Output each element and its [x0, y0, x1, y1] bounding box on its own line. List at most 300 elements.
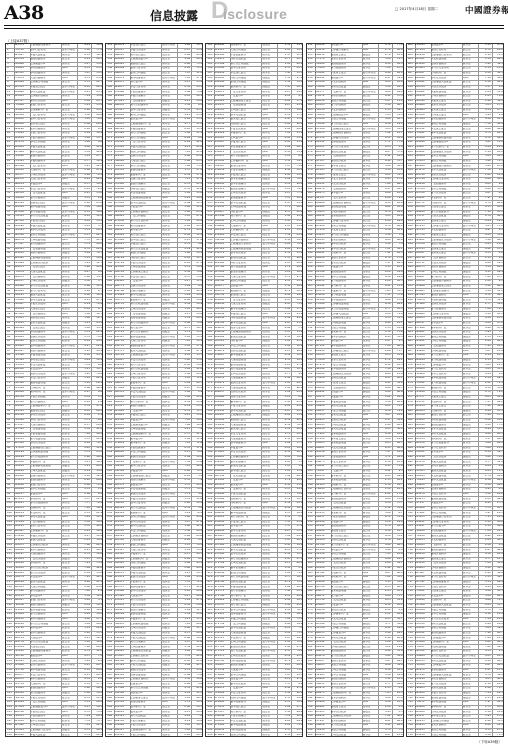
fund-type: 货币市场型	[463, 507, 477, 510]
percent-cell: 90.6	[493, 340, 503, 343]
percent-cell: 62.5	[493, 438, 503, 441]
fund-name: 银华稳健债券	[30, 345, 60, 348]
row-number: 208	[107, 308, 114, 311]
fund-code: 730169	[315, 498, 331, 501]
fund-name: 中证成长混合	[30, 711, 60, 714]
value-cell: 2.15	[380, 479, 391, 482]
percent-cell: 51.8	[292, 81, 302, 84]
value-cell: 5.72	[380, 44, 391, 47]
value-cell: 1.18	[480, 151, 491, 154]
fund-type: QDII	[162, 470, 176, 473]
value-cell: 2.96	[179, 54, 190, 57]
row-number: 359	[207, 313, 214, 316]
percent-cell: 81.3	[192, 183, 202, 186]
percent-cell: 28.8	[393, 553, 403, 556]
value-cell: 1.02	[179, 377, 190, 380]
value-cell: 2.88	[79, 493, 90, 496]
fund-name: 南方成长混合	[130, 234, 160, 237]
value-cell: 7.45	[179, 340, 190, 343]
percent-cell: 50.8	[493, 405, 503, 408]
fund-name: 建信红利指数	[230, 572, 260, 575]
fund-code: 251998	[114, 724, 130, 727]
fund-code: 566905	[214, 456, 230, 459]
fund-code: 187623	[315, 711, 331, 714]
fund-name: 中证成长混合	[331, 72, 361, 75]
fund-type: 混合型	[262, 576, 276, 579]
fund-name: 南方优选股票	[331, 655, 361, 658]
percent-cell: 75.0	[393, 313, 403, 316]
fund-name: 招商灵活配置	[230, 350, 260, 353]
row-number: 17	[7, 118, 14, 121]
row-number: 456	[308, 67, 315, 70]
fund-name: 银华行业轮动	[30, 118, 60, 121]
percent-cell: 42.0	[92, 567, 102, 570]
row-number: 35	[7, 202, 14, 205]
value-cell: 5.79	[480, 299, 491, 302]
value-cell: 4.25	[79, 637, 90, 640]
fund-name: 工银瑞信收益增强	[230, 544, 260, 547]
value-cell: 5.06	[480, 447, 491, 450]
fund-code: 281535	[415, 438, 431, 441]
fund-code: 348503	[14, 248, 30, 251]
fund-type: 指数型	[463, 262, 477, 265]
fund-name: 富国行业轮动	[331, 660, 361, 663]
fund-code: 214452	[114, 604, 130, 607]
value-cell: 2.54	[279, 239, 290, 242]
fund-type: 混合型	[62, 623, 76, 626]
value-cell: 4.45	[79, 91, 90, 94]
fund-code: 981049	[14, 701, 30, 704]
percent-cell: 80.2	[393, 715, 403, 718]
percent-cell: 18.0	[92, 613, 102, 616]
row-number: 145	[7, 711, 14, 714]
fund-name: 中证优选股票	[230, 128, 260, 131]
value-cell: 2.32	[380, 507, 391, 510]
value-cell: 6.92	[179, 257, 190, 260]
fund-name: 银华成长混合	[230, 706, 260, 709]
value-cell: 5.19	[79, 627, 90, 630]
fund-name: 国泰收益增强	[130, 317, 160, 320]
percent-cell: 60.2	[92, 465, 102, 468]
value-cell: 7.29	[79, 715, 90, 718]
fund-name: 鹏华优选股票	[30, 100, 60, 103]
row-number: 658	[408, 308, 415, 311]
fund-name: 鹏华行业轮动	[130, 465, 160, 468]
value-cell: 9.15	[79, 299, 90, 302]
fund-name: 南方收益增强	[30, 438, 60, 441]
fund-name: 国泰行业轮动	[331, 58, 361, 61]
fund-code: 673271	[14, 479, 30, 482]
fund-name: 华安成长混合	[331, 229, 361, 232]
value-cell: 5.07	[380, 414, 391, 417]
fund-code: 828063	[214, 299, 230, 302]
fund-code: 342276	[114, 447, 130, 450]
fund-type: 混合型	[463, 516, 477, 519]
fund-code: 455887	[214, 141, 230, 144]
percent-cell: 53.2	[292, 118, 302, 121]
row-number: 455	[308, 63, 315, 66]
percent-cell: 82.2	[493, 475, 503, 478]
value-cell: 3.58	[279, 160, 290, 163]
row-number: 118	[7, 586, 14, 589]
value-cell: 7.66	[79, 544, 90, 547]
row-number: 101	[7, 507, 14, 510]
fund-name: 银华货币A	[431, 322, 461, 325]
percent-cell: 52.7	[92, 262, 102, 265]
value-cell: 6.03	[380, 428, 391, 431]
percent-cell: 28.2	[292, 299, 302, 302]
value-cell: 8.35	[179, 188, 190, 191]
row-number: 598	[308, 724, 315, 727]
percent-cell: 0.5	[192, 539, 202, 542]
row-number: 272	[107, 604, 114, 607]
row-number: 624	[408, 151, 415, 154]
value-cell: 3.94	[79, 660, 90, 663]
percent-cell: 58.4	[292, 109, 302, 112]
fund-code: 201419	[14, 331, 30, 334]
fund-code: 182368	[14, 382, 30, 385]
value-cell: 7.24	[380, 67, 391, 70]
percent-cell: 15.4	[192, 49, 202, 52]
fund-type: 债券型	[162, 160, 176, 163]
fund-type: QDII	[162, 197, 176, 200]
percent-cell: 25.9	[393, 734, 403, 737]
percent-cell: 66.5	[393, 183, 403, 186]
fund-code: 151049	[315, 618, 331, 621]
row-number: 561	[308, 553, 315, 556]
value-cell: 7.00	[380, 345, 391, 348]
value-cell: 7.97	[279, 674, 290, 677]
percent-cell: 13.8	[192, 192, 202, 195]
value-cell: 4.38	[480, 419, 491, 422]
fund-type: 指数型	[62, 197, 76, 200]
percent-cell: 25.8	[292, 234, 302, 237]
row-number: 25	[7, 155, 14, 158]
fund-code: 278248	[315, 86, 331, 89]
fund-name: 广发货币A	[230, 479, 260, 482]
fund-name: 汇添富货币A	[331, 632, 361, 635]
row-number: 655	[408, 294, 415, 297]
fund-type: 混合型	[363, 535, 377, 538]
value-cell: 4.46	[480, 327, 491, 330]
value-cell: 7.12	[179, 465, 190, 468]
fund-code: 110216	[214, 146, 230, 149]
row-number: 294	[107, 706, 114, 709]
row-number: 79	[7, 405, 14, 408]
fund-name: 鹏华成长混合	[331, 165, 361, 168]
percent-cell: 22.1	[393, 322, 403, 325]
value-cell: 4.64	[279, 327, 290, 330]
fund-code: 704683	[14, 67, 30, 70]
fund-name: 银华红利指数	[230, 609, 260, 612]
fund-type: 指数型	[363, 655, 377, 658]
fund-type: 股票型	[463, 285, 477, 288]
fund-type: 混合型	[463, 229, 477, 232]
value-cell: 1.95	[279, 461, 290, 464]
row-number: 303	[207, 54, 214, 57]
fund-type: QDII	[62, 178, 76, 181]
row-number: 191	[107, 229, 114, 232]
percent-cell: 31.5	[393, 128, 403, 131]
fund-name: 博时货币A	[331, 340, 361, 343]
percent-cell: 51.8	[292, 141, 302, 144]
percent-cell: 86.6	[393, 391, 403, 394]
value-cell: 1.20	[480, 521, 491, 524]
fund-code: 333526	[114, 197, 130, 200]
value-cell: 3.74	[179, 701, 190, 704]
percent-cell: 73.8	[92, 336, 102, 339]
fund-code: 781790	[315, 544, 331, 547]
fund-code: 565586	[315, 81, 331, 84]
percent-cell: 51.5	[192, 618, 202, 621]
fund-type: 混合型	[463, 192, 477, 195]
row-number: 82	[7, 419, 14, 422]
percent-cell: 8.8	[92, 364, 102, 367]
percent-cell: 28.5	[393, 692, 403, 695]
value-cell: 2.85	[380, 590, 391, 593]
fund-name: 工银瑞信灵活配置	[431, 81, 461, 84]
fund-type: 混合型	[62, 535, 76, 538]
fund-name: 国泰稳健债券	[331, 433, 361, 436]
fund-type: 股票型	[463, 498, 477, 501]
percent-cell: 12.1	[493, 262, 503, 265]
fund-code: 505331	[14, 86, 30, 89]
fund-name: 华夏灵活配置	[130, 146, 160, 149]
row-number: 627	[408, 165, 415, 168]
fund-type: 指数型	[162, 502, 176, 505]
row-number: 249	[107, 498, 114, 501]
fund-name: 建信红利指数	[331, 729, 361, 732]
percent-cell: 90.4	[292, 183, 302, 186]
value-cell: 7.19	[79, 95, 90, 98]
fund-name: 工银瑞信优选股票	[431, 239, 461, 242]
fund-code: 907415	[415, 225, 431, 228]
percent-cell: 39.6	[92, 206, 102, 209]
fund-name: 招商行业轮动	[130, 178, 160, 181]
fund-code: 480516	[315, 151, 331, 154]
percent-cell: 38.8	[192, 720, 202, 723]
row-number: 454	[308, 58, 315, 61]
fund-name: 南方灵活配置	[230, 650, 260, 653]
fund-type: 债券型	[363, 336, 377, 339]
fund-code: 610655	[415, 317, 431, 320]
fund-name: 鹏华收益增强	[431, 377, 461, 380]
row-number: 630	[408, 178, 415, 181]
value-cell: 5.45	[279, 401, 290, 404]
percent-cell: 29.8	[92, 424, 102, 427]
value-cell: 2.15	[179, 451, 190, 454]
row-number: 466	[308, 114, 315, 117]
value-cell: 2.01	[79, 539, 90, 542]
value-cell: 4.47	[79, 271, 90, 274]
percent-cell: 46.7	[493, 294, 503, 297]
row-number: 331	[207, 183, 214, 186]
fund-type: 混合型	[363, 507, 377, 510]
row-number: 231	[107, 414, 114, 417]
fund-code: 208618	[114, 438, 130, 441]
value-cell: 5.01	[279, 155, 290, 158]
fund-type: 债券型	[363, 664, 377, 667]
fund-type: 货币市场型	[262, 317, 276, 320]
value-cell: 4.90	[79, 581, 90, 584]
fund-name: 富国灵活配置	[431, 470, 461, 473]
fund-name: 招商价值精选	[30, 475, 60, 478]
value-cell: 8.42	[179, 67, 190, 70]
row-number: 403	[207, 516, 214, 519]
percent-cell: 9.8	[92, 391, 102, 394]
fund-name: 易方达收益增强	[230, 576, 260, 579]
fund-name: 长城收益增强	[30, 239, 60, 242]
row-number: 120	[7, 595, 14, 598]
value-cell: 3.62	[480, 456, 491, 459]
fund-type: 货币市场型	[262, 627, 276, 630]
percent-cell: 80.1	[192, 646, 202, 649]
value-cell: 1.56	[79, 521, 90, 524]
percent-cell: 68.2	[493, 479, 503, 482]
fund-code: 135123	[114, 599, 130, 602]
percent-cell: 66.8	[493, 442, 503, 445]
row-number: 361	[207, 322, 214, 325]
percent-cell: 70.2	[292, 641, 302, 644]
fund-name: 大成新兴产业	[431, 410, 461, 413]
percent-cell: 90.2	[393, 377, 403, 380]
fund-name: 华安新兴产业	[230, 637, 260, 640]
fund-name: 华安行业轮动	[30, 377, 60, 380]
value-cell: 3.14	[179, 549, 190, 552]
fund-type: 混合型	[62, 405, 76, 408]
fund-code: 226188	[14, 562, 30, 565]
fund-code: 708711	[415, 262, 431, 265]
percent-cell: 34.4	[192, 364, 202, 367]
fund-code: 528132	[14, 618, 30, 621]
fund-name: 华安灵活配置	[30, 364, 60, 367]
fund-code: 754151	[415, 488, 431, 491]
row-number: 704	[408, 521, 415, 524]
percent-cell: 6.2	[92, 493, 102, 496]
row-number: 650	[408, 271, 415, 274]
fund-code: 227091	[214, 271, 230, 274]
fund-type: 货币市场型	[363, 174, 377, 177]
value-cell: 3.07	[480, 350, 491, 353]
fund-type: 指数型	[463, 308, 477, 311]
value-cell: 5.89	[480, 165, 491, 168]
fund-code: 202785	[114, 271, 130, 274]
row-number: 612	[408, 95, 415, 98]
fund-type: 货币市场型	[162, 118, 176, 121]
value-cell: 8.01	[480, 183, 491, 186]
row-number: 671	[408, 368, 415, 371]
percent-cell: 12.3	[292, 54, 302, 57]
fund-code: 253919	[214, 442, 230, 445]
percent-cell: 85.7	[292, 67, 302, 70]
row-number: 470	[308, 132, 315, 135]
value-cell: 4.77	[179, 123, 190, 126]
fund-name: 易方达稳健债券	[230, 558, 260, 561]
fund-type: 混合型	[62, 562, 76, 565]
percent-cell: 89.5	[393, 109, 403, 112]
percent-cell: 51.5	[292, 220, 302, 223]
fund-code: 584081	[315, 252, 331, 255]
value-cell: 4.48	[79, 613, 90, 616]
row-number: 62	[7, 327, 14, 330]
fund-type: QDII	[62, 687, 76, 690]
fund-type: 混合型	[262, 104, 276, 107]
fund-type: 货币市场型	[363, 77, 377, 80]
percent-cell: 73.0	[493, 225, 503, 228]
percent-cell: 54.2	[292, 544, 302, 547]
value-cell: 9.01	[179, 692, 190, 695]
row-number: 13	[7, 100, 14, 103]
fund-code: 989984	[214, 44, 230, 47]
fund-name: 博时优选股票	[30, 414, 60, 417]
fund-name: 富国成长混合	[331, 54, 361, 57]
percent-cell: 44.0	[292, 266, 302, 269]
fund-code: 717461	[415, 512, 431, 515]
fund-type: 混合型	[363, 553, 377, 556]
fund-name: 华安灵活配置	[331, 447, 361, 450]
value-cell: 2.24	[179, 197, 190, 200]
fund-code: 977160	[14, 590, 30, 593]
fund-name: 南方稳健债券	[30, 590, 60, 593]
fund-type: 债券型	[262, 498, 276, 501]
value-cell: 5.51	[179, 317, 190, 320]
fund-code: 209591	[114, 465, 130, 468]
fund-code: 950378	[114, 678, 130, 681]
percent-cell: 94.2	[493, 401, 503, 404]
percent-cell: 97.2	[292, 678, 302, 681]
fund-name: 建信货币A	[331, 581, 361, 584]
percent-cell: 84.0	[92, 701, 102, 704]
fund-code: 593873	[214, 155, 230, 158]
row-number: 509	[308, 313, 315, 316]
fund-type: 债券型	[62, 595, 76, 598]
fund-type: 混合型	[162, 266, 176, 269]
value-cell: 3.74	[279, 479, 290, 482]
row-number: 424	[207, 613, 214, 616]
percent-cell: 43.2	[92, 340, 102, 343]
value-cell: 3.33	[79, 197, 90, 200]
fund-type: 指数型	[162, 475, 176, 478]
fund-type: QDII	[62, 303, 76, 306]
fund-type: 混合型	[162, 257, 176, 260]
percent-cell: 5.1	[92, 599, 102, 602]
percent-cell: 23.9	[292, 280, 302, 283]
fund-code: 830979	[214, 382, 230, 385]
fund-type: QDII	[262, 109, 276, 112]
fund-code: 583734	[315, 599, 331, 602]
fund-code: 986975	[315, 692, 331, 695]
percent-cell: 35.4	[393, 581, 403, 584]
fund-type: 债券型	[162, 368, 176, 371]
percent-cell: 78.8	[292, 178, 302, 181]
fund-name: 嘉实成长混合	[431, 109, 461, 112]
fund-type: 债券型	[162, 141, 176, 144]
fund-name: 华安成长混合	[130, 44, 160, 47]
percent-cell: 50.4	[192, 401, 202, 404]
fund-name: 南方稳健债券	[130, 225, 160, 228]
fund-type: 混合型	[262, 711, 276, 714]
fund-name: 工银瑞信灵活配置	[130, 650, 160, 653]
fund-code: 104475	[415, 498, 431, 501]
row-number: 171	[107, 137, 114, 140]
percent-cell: 39.7	[192, 706, 202, 709]
fund-code: 848479	[315, 188, 331, 191]
fund-name: 鹏华价值精选	[230, 567, 260, 570]
fund-code: 743271	[315, 396, 331, 399]
fund-code: 807253	[14, 498, 30, 501]
row-number: 223	[107, 377, 114, 380]
fund-type: QDII	[463, 77, 477, 80]
